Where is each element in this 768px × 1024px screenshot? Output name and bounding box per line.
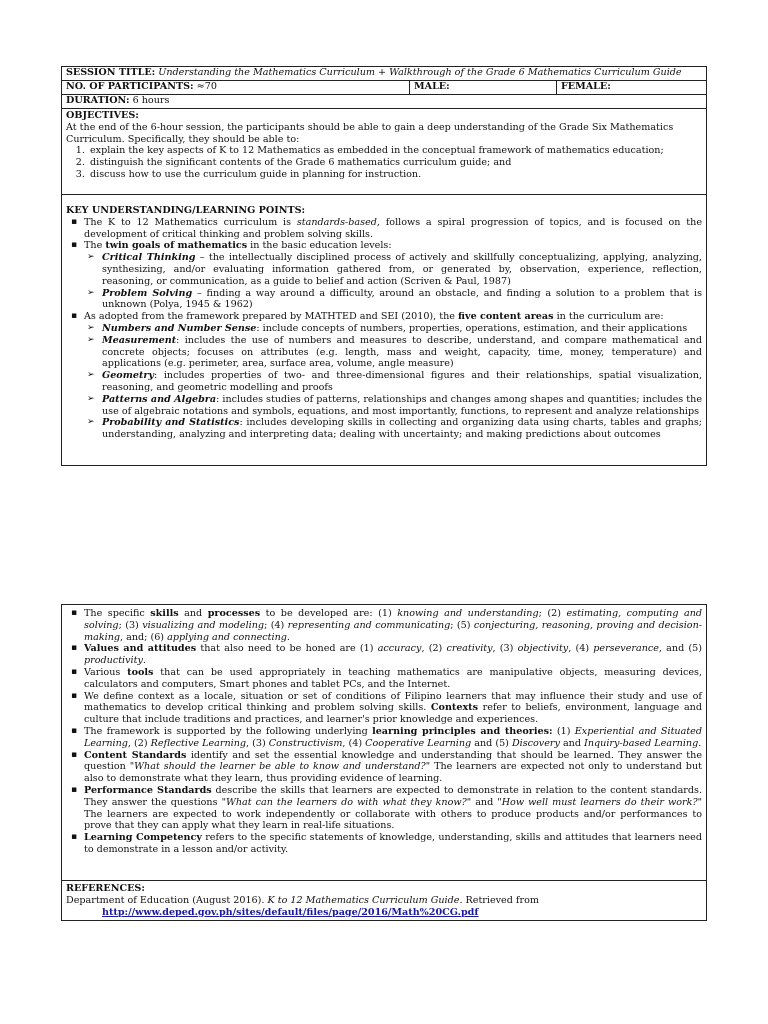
session-title-value: Understanding the Mathematics Curriculum + Walkthrough of the Grade 6 Mathematics Curriculum Guide [158,67,682,78]
key-point-item: ▪ The K to 12 Mathematics curriculum is standards-based, follows a spiral progression of topics, and is focused on the development of critical thinking and problem solving skills. [84,217,702,241]
twin-goals-list [84,252,702,311]
key-points-section [62,195,706,441]
key-points-heading: KEY UNDERSTANDING/LEARNING POINTS: [66,205,306,216]
framework-point: ▪ We define context as a locale, situation or set of conditions of Filipino learners that may influence their study and use of mathematics to develop critical thinking and problem solving skills. Contexts refer to beliefs, environment, language and culture that include traditions and practices, and learner's prior knowledge and experiences. [84,691,702,726]
objectives-list [66,145,702,180]
objective-item: 1. explain the key aspects of K to 12 Mathematics as embedded in the conceptual framework of mathematics education; [88,145,702,157]
session-title-label: SESSION TITLE: [66,67,156,78]
participants-cell [62,81,410,94]
female-cell [557,81,706,94]
framework-point: ▪ Learning Competency refers to the specific statements of knowledge, understanding, skills and attitudes that learners need to demonstrate in a lesson and/or activity. [84,832,702,856]
female-label: FEMALE: [561,81,611,92]
content-area-item: ➢ Numbers and Number Sense: include concepts of numbers, properties, operations, estimation, and their applications [102,323,702,335]
framework-point: ▪ Various tools that can be used appropriately in teaching mathematics are manipulative objects, measuring devices, calculators and computers, Smart phones and tablet PCs, and the Internet. [84,667,702,691]
references-section [62,881,706,918]
duration-value: 6 hours [132,95,170,106]
reference-citation: Department of Education (August 2016). K to 12 Mathematics Curriculum Guide. Retrieved from [66,894,539,906]
content-area-item: ➢ Geometry: includes properties of two- and three-dimensional figures and their relationships, spatial visualization, reasoning, and geometric modelling and proofs [102,370,702,394]
framework-points-list [66,608,702,856]
content-area-item: ➢ Patterns and Algebra: includes studies of patterns, relationships and changes among shapes and quantities; includes the use of algebraic notations and symbols, equations, and most importantly, functions, to represent and analyze relationships [102,394,702,418]
framework-point: ▪ The framework is supported by the following underlying learning principles and theories: (1) Experiential and Situated Learning, (2) Reflective Learning, (3) Constructivism, (4) Cooperative Learning and (5) Discovery and Inquiry-based Learning. [84,726,702,750]
framework-point: ▪ Performance Standards describe the skills that learners are expected to demonstrate in relation to the content standards. They answer the questions "What can the learners do with what they know?" and "How well must learners do their work?" The learners are expected to work independently or collaborate with others to produce products and/or performances to prove that they can apply what they learn in real-life situations. [84,785,702,832]
key-point-item: ▪ As adopted from the framework prepared by MATHTED and SEI (2010), the five content areas in the curriculum are: ➢ Numbers and Number Sense: include concepts of numbers, properties, operations, estimation, and their applications ➢ Measurement: includes the use of numbers and measures to describe, understand, and compare mathematical and concrete objects; focuses on attributes (e.g. length, mass and weight, capacity, time, money, temperature) and applications (e.g. perimeter, area, surface area, volume, angle measure) ➢ Geometry: includes properties of two- and three-dimensional figures and their relationships, spatial visualization, reasoning, and geometric modelling and proofs ➢ Patterns and Algebra: includes studies of patterns, relationships and changes among shapes and quantities; includes the use of algebraic notations and symbols, equations, and most importantly, functions, to represent and analyze relationships ➢ Probability and Statistics: includes developing skills in collecting and organizing data using charts, tables and graphs; understanding, analyzing and interpreting data; dealing with uncertainty; and making predictions about outcomes [84,311,702,441]
participants-row [62,81,706,95]
content-areas-list [84,323,702,441]
session-plan-table-continued [61,604,707,921]
references-heading: REFERENCES: [66,883,145,894]
session-title-row [62,67,706,81]
objectives-heading: OBJECTIVES: [66,110,139,121]
male-label: MALE: [414,81,450,92]
goal-item: ➢ Problem Solving – finding a way around a difficulty, around an obstacle, and finding a solution to a problem that is unknown (Polya, 1945 & 1962) [102,288,702,312]
content-area-item: ➢ Measurement: includes the use of numbers and measures to describe, understand, and compare mathematical and concrete objects; focuses on attributes (e.g. length, mass and weight, capacity, time, money, temperature) and applications (e.g. perimeter, area, surface area, volume, angle measure) [102,335,702,370]
framework-point: ▪ Values and attitudes that also need to be honed are (1) accuracy, (2) creativity, (3) objectivity, (4) perseverance, and (5) productivity. [84,643,702,667]
participants-label: NO. OF PARTICIPANTS: [66,81,194,92]
objectives-section [62,109,706,195]
male-cell [410,81,557,94]
framework-point: ▪ Content Standards identify and set the essential knowledge and understanding that should be learned. They answer the question "What should the learner be able to know and understand?" The learners are expected not only to understand but also to demonstrate what they learn, thus providing evidence of learning. [84,750,702,785]
participants-value: ≈70 [196,81,217,92]
goal-item: ➢ Critical Thinking – the intellectually disciplined process of actively and skillfully conceptualizing, applying, analyzing, synthesizing, and/or evaluating information gathered from, or generated by, observation, experience, reflection, reasoning, or communication, as a guide to belief and action (Scriven & Paul, 1987) [102,252,702,287]
content-area-item: ➢ Probability and Statistics: includes developing skills in collecting and organizing data using charts, tables and graphs; understanding, analyzing and interpreting data; dealing with uncertainty; and making predictions about outcomes [102,417,702,441]
framework-section [62,605,706,881]
objective-item: 3. discuss how to use the curriculum guide in planning for instruction. [88,169,702,181]
session-plan-table [61,66,707,466]
duration-row [62,95,706,109]
key-points-list [66,217,702,441]
objectives-intro: At the end of the 6-hour session, the participants should be able to gain a deep understanding of the Grade Six Mathematics Curriculum. Specifically, they should be able to: [66,121,674,145]
framework-point: ▪ The specific skills and processes to be developed are: (1) knowing and understanding; (2) estimating, computing and solving; (3) visualizing and modeling; (4) representing and communicating; (5) conjecturing, reasoning, proving and decision-making, and; (6) applying and connecting. [84,608,702,643]
duration-label: DURATION: [66,95,130,106]
key-point-item: ▪ The twin goals of mathematics in the basic education levels: ➢ Critical Thinking – the intellectually disciplined process of actively and skillfully conceptualizing, applying, analyzing, synthesizing, and/or evaluating information gathered from, or generated by, observation, experience, reflection, reasoning, or communication, as a guide to belief and action (Scriven & Paul, 1987) ➢ Problem Solving – finding a way around a difficulty, around an obstacle, and finding a solution to a problem that is unknown (Polya, 1945 & 1962) [84,240,702,311]
reference-link[interactable]: http://www.deped.gov.ph/sites/default/files/page/2016/Math%20CG.pdf [102,906,479,918]
objective-item: 2. distinguish the significant contents of the Grade 6 mathematics curriculum guide; and [88,157,702,169]
